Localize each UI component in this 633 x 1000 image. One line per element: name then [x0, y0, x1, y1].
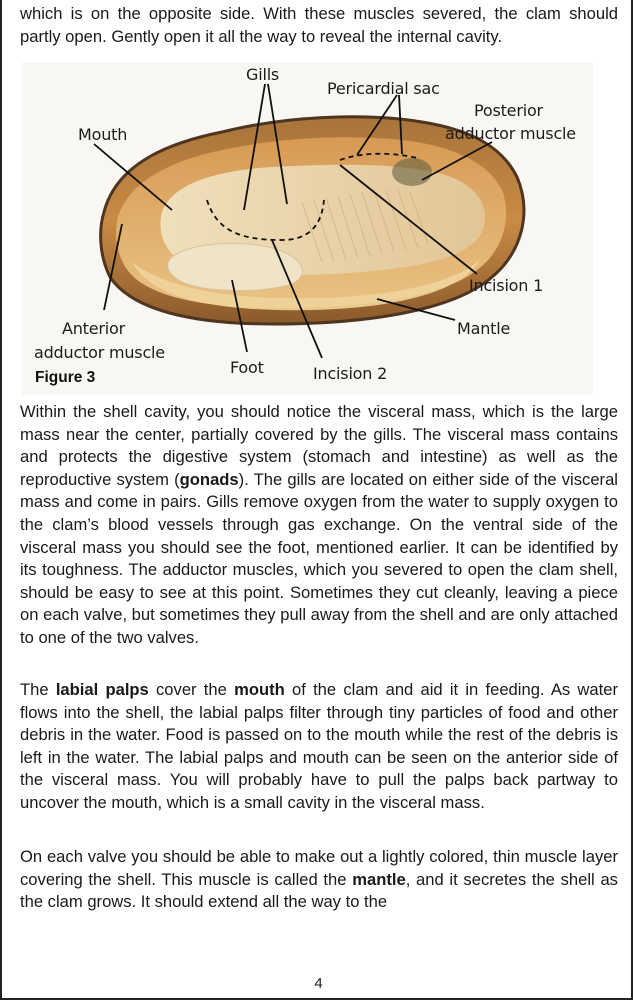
- intro-paragraph: which is on the opposite side. With these muscles severed, the clam should partly open. Gently open it all the way to reveal the internal cavity.: [20, 4, 618, 46]
- text-run: On each valve you should be able to make out a lightly colored, thin muscle layer covering the shell. This muscle is called the: [20, 847, 618, 889]
- text-run: , and it secretes the shell as the clam grows. It should extend all the way to the: [20, 869, 618, 912]
- paragraph-mantle: [20, 846, 618, 914]
- label-incision-1: Incision 1: [469, 276, 544, 295]
- text-run: The: [20, 680, 56, 699]
- label-anterior-adductor-2: adductor muscle: [34, 343, 165, 362]
- label-incision-2: Incision 2: [313, 364, 388, 383]
- term-gonads: gonads: [179, 469, 239, 489]
- label-foot: Foot: [230, 358, 264, 377]
- label-gills: Gills: [246, 65, 280, 84]
- text-run: ). The gills are located on either side of the visceral mass and come in pairs. Gills remove oxygen from the water to supply oxygen to the clam’s blood vessels through gas exchange. On the ventral side of the visceral mass you should see the foot, mentioned earlier. It can be identified by its toughness. The adductor muscles, which you severed to open the clam shell, should be easy to see at this point. Sometimes they cut cleanly, leaving a piece on each valve, but sometimes they pull away from the shell and are only attached to one of the two valves.: [20, 469, 618, 647]
- label-mantle: Mantle: [457, 319, 511, 338]
- paragraph-visceral-mass: [20, 401, 618, 650]
- text-run: Within the shell cavity, you should notice the visceral mass, which is the large mass near the center, partially covered by the gills. The visceral mass contains and protects the digestive system (stomach and intestine) as well as the reproductive system (: [20, 402, 618, 489]
- label-posterior-adductor-1: Posterior: [474, 101, 543, 120]
- label-pericardial-sac: Pericardial sac: [327, 79, 440, 98]
- figure-caption: Figure 3: [35, 369, 96, 386]
- term-mantle: mantle: [352, 869, 406, 889]
- label-mouth: Mouth: [78, 125, 128, 144]
- page-number: 4: [314, 975, 323, 992]
- term-labial-palps: labial palps: [55, 680, 149, 699]
- label-posterior-adductor-2: adductor muscle: [445, 124, 576, 143]
- paragraph-labial-palps: [20, 679, 618, 815]
- text-run: cover the: [148, 680, 235, 699]
- figure-clam-anatomy: [22, 62, 593, 395]
- label-anterior-adductor-1: Anterior: [62, 319, 125, 338]
- term-mouth: mouth: [234, 680, 285, 699]
- text-run: of the clam and aid it in feeding. As water flows into the shell, the labial palps filter through tiny particles of food and other debris in the water. Food is passed on to the mouth while the rest of the debris is left in the water. The labial palps and mouth can be seen on the anterior side of the visceral mass. You will probably have to pull the palps back partway to uncover the mouth, which is a small cavity in the visceral mass.: [20, 680, 618, 812]
